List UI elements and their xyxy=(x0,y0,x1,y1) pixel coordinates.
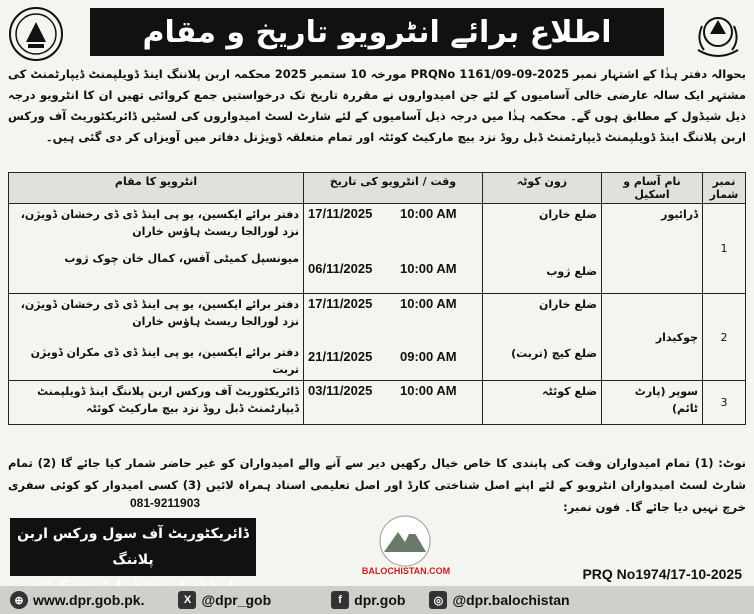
footer-facebook[interactable]: f dpr.gob xyxy=(331,591,405,609)
twitter-icon: X xyxy=(178,591,196,609)
phone-number: 081-9211903 xyxy=(130,496,201,510)
row-post: چوکیدار xyxy=(602,294,703,381)
government-crest-icon xyxy=(690,6,746,62)
row-venue xyxy=(9,294,304,381)
zone-entry: ضلع کیچ (تربت) xyxy=(511,347,597,360)
row-venue: ڈائریکٹوریٹ آف ورکس اربن پلاننگ اینڈ ڈویلپمنٹ ڈیپارٹمنٹ ڈبل روڈ نزد بیچ مارکیٹ کوئٹہ xyxy=(9,381,304,425)
venue-entry: دفتر برائے ایکسین، یو پی اینڈ ڈی ڈی مکران ڈویژن تربت xyxy=(30,346,299,376)
zone-entry: ضلع ژوب xyxy=(546,265,597,278)
row-serial: 1 xyxy=(703,204,746,294)
intro-paragraph: بحوالہ دفتر ہذٰا کے اشتہار نمبر PRQNo 1161/09-09-2025 مورخہ 10 ستمبر 2025 محکمہ اربن پلاننگ اینڈ ڈویلپمنٹ ڈیپارٹمنٹ کی مشتہر ایک سالہ عارضی خالی آسامیوں کے لئے جن امیدواروں نے مقررہ تاریخ تک درخواستیں جمع کروائی تھیں ان کا انٹرویو درجہ ذیل شیڈول کے مطابق ہوں گے۔ محکمہ ہذٰا میں درجہ ذیل آسامیوں کے لئے شارٹ لسٹ امیدواروں کی لسٹیں ڈائریکٹوریٹ آف ورکس اربن پلاننگ اینڈ ڈویلپمنٹ ڈیپارٹمنٹ ڈبل روڈ نزد بیچ مارکیٹ کوئٹہ اور تمام متعلقہ ڈویژنل دفاتر میں آویزاں کر دی گئی ہیں۔ xyxy=(8,67,747,144)
notes-paragraph: نوٹ: (1) تمام امیدواران وقت کی پابندی کا خاص خیال رکھیں دیر سے آنے والے امیدواران کو غیر حاضر شمار کیا جائے گا (2) تمام شارٹ لسٹ امیدواران انٹرویو کے لئے اپنے اصل شناختی کارڈ اور اصل تعلیمی اسناد ہمراہ لائیں (3) کسی امیدوار کو کوئی سفری خرچ نہیں دیا جائے گا۔ فون نمبر: xyxy=(8,456,746,514)
footer-instagram[interactable]: ◎ @dpr.balochistan xyxy=(429,591,569,609)
datetime-entry: 03/11/2025 10:00 AM xyxy=(308,383,457,398)
row-venue xyxy=(9,204,304,294)
row-datetime xyxy=(304,294,483,381)
header-datetime: وقت / انٹرویو کی تاریخ xyxy=(304,173,483,204)
facebook-icon: f xyxy=(331,591,349,609)
header-post: نام آسام و اسکیل xyxy=(602,173,703,204)
zone-entry: ضلع خاران xyxy=(538,208,597,221)
header-venue: انٹرویو کا مقام xyxy=(9,173,304,204)
datetime-entry: 17/11/2025 10:00 AM xyxy=(308,296,457,311)
datetime-entry: 21/11/2025 09:00 AM xyxy=(308,349,457,364)
row-serial: 2 xyxy=(703,294,746,381)
row-zone xyxy=(483,204,602,294)
row-zone xyxy=(483,294,602,381)
prq-number: PRQ No1974/17-10-2025 xyxy=(582,566,742,582)
instagram-icon: ◎ xyxy=(429,591,447,609)
datetime-entry: 06/11/2025 10:00 AM xyxy=(308,261,457,276)
footer-bar xyxy=(0,586,754,614)
row-datetime xyxy=(304,204,483,294)
venue-entry: میونسپل کمیٹی آفس، کمال خان چوک ژوب xyxy=(64,252,299,265)
header-serial: نمبر شمار xyxy=(703,173,746,204)
row-post: سوپر (پارٹ ٹائم) xyxy=(602,381,703,425)
balochistan-emblem-icon xyxy=(8,6,64,62)
table-row xyxy=(9,381,746,425)
header-zone: زون کوٹہ xyxy=(483,173,602,204)
footer-website[interactable]: ⊕ www.dpr.gob.pk. xyxy=(10,591,144,609)
row-serial: 3 xyxy=(703,381,746,425)
footer-twitter[interactable]: X @dpr_gob xyxy=(178,591,271,609)
row-datetime xyxy=(304,381,483,425)
table-header-row xyxy=(9,173,746,204)
director-office-block xyxy=(10,518,256,576)
interview-schedule-table xyxy=(8,172,746,425)
zone-entry: ضلع خاران xyxy=(538,298,597,311)
mountain-logo-icon xyxy=(372,514,438,568)
globe-icon: ⊕ xyxy=(10,591,28,609)
venue-entry: دفتر برائے ایکسین، یو پی اینڈ ڈی ڈی رخشان ڈویژن، نزد لورالجا ریسٹ ہاؤس خاران xyxy=(20,208,299,238)
table-row xyxy=(9,204,746,294)
table-row xyxy=(9,294,746,381)
row-zone: ضلع کوئٹہ xyxy=(483,381,602,425)
site-watermark: BALOCHISTAN.COM xyxy=(361,566,451,576)
venue-entry: دفتر برائے ایکسین، یو پی اینڈ ڈی ڈی رخشان ڈویژن، نزد لورالجا ریسٹ ہاؤس خاران xyxy=(20,298,299,328)
director-line-1: ڈائریکٹوریٹ آف سول ورکس اربن پلاننگ xyxy=(17,526,249,568)
datetime-entry: 17/11/2025 10:00 AM xyxy=(308,206,457,221)
page-title: اطلاع برائے انٹرویو تاریخ و مقام xyxy=(90,8,664,56)
row-post: ڈرائیور xyxy=(602,204,703,294)
